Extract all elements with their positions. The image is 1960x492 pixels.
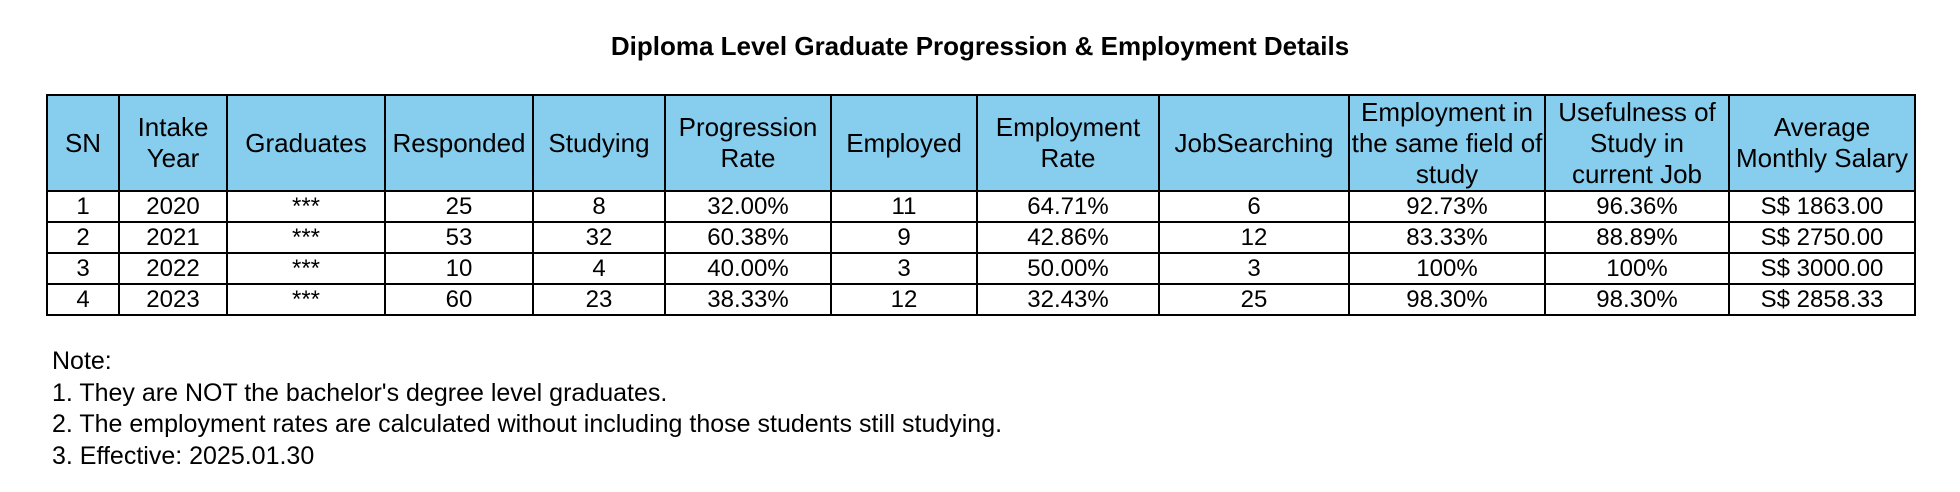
cell-average-monthly-salary: S$ 2750.00 (1729, 222, 1915, 253)
cell-sn: 2 (47, 222, 119, 253)
column-header-average-monthly-salary: Average Monthly Salary (1729, 95, 1915, 191)
cell-usefulness-of-study: 100% (1545, 253, 1729, 284)
cell-employed: 12 (831, 284, 977, 315)
cell-employed: 11 (831, 191, 977, 222)
cell-job-searching: 12 (1159, 222, 1349, 253)
cell-graduates: *** (227, 191, 385, 222)
cell-sn: 4 (47, 284, 119, 315)
cell-intake-year: 2021 (119, 222, 227, 253)
cell-usefulness-of-study: 88.89% (1545, 222, 1729, 253)
cell-responded: 10 (385, 253, 533, 284)
column-header-graduates: Graduates (227, 95, 385, 191)
cell-usefulness-of-study: 96.36% (1545, 191, 1729, 222)
notes-heading: Note: (52, 347, 112, 375)
cell-employment-rate: 32.43% (977, 284, 1159, 315)
cell-employment-same-field: 92.73% (1349, 191, 1545, 222)
page-title: Diploma Level Graduate Progression & Employment Details (610, 31, 1350, 61)
cell-employment-rate: 64.71% (977, 191, 1159, 222)
cell-employed: 3 (831, 253, 977, 284)
cell-responded: 53 (385, 222, 533, 253)
cell-employed: 9 (831, 222, 977, 253)
cell-studying: 32 (533, 222, 665, 253)
note-item: 2. The employment rates are calculated without including those students still studying. (52, 410, 1003, 438)
cell-graduates: *** (227, 253, 385, 284)
table-row (47, 284, 1915, 315)
note-item: 3. Effective: 2025.01.30 (52, 441, 315, 470)
cell-employment-same-field: 100% (1349, 253, 1545, 284)
table-row (47, 253, 1915, 284)
cell-intake-year: 2020 (119, 191, 227, 222)
cell-intake-year: 2022 (119, 253, 227, 284)
cell-average-monthly-salary: S$ 1863.00 (1729, 191, 1915, 222)
cell-employment-same-field: 98.30% (1349, 284, 1545, 315)
cell-graduates: *** (227, 284, 385, 315)
notes-section (52, 346, 1002, 472)
column-header-usefulness-of-study: Usefulness of Study in current Job (1545, 95, 1729, 191)
cell-employment-rate: 42.86% (977, 222, 1159, 253)
cell-job-searching: 6 (1159, 191, 1349, 222)
cell-progression-rate: 32.00% (665, 191, 831, 222)
cell-employment-same-field: 83.33% (1349, 222, 1545, 253)
cell-progression-rate: 40.00% (665, 253, 831, 284)
table-header-row (47, 95, 1915, 191)
column-header-employment-rate: Employment Rate (977, 95, 1159, 191)
cell-job-searching: 25 (1159, 284, 1349, 315)
note-item: 1. They are NOT the bachelor's degree level graduates. (52, 378, 668, 407)
cell-studying: 8 (533, 191, 665, 222)
cell-average-monthly-salary: S$ 3000.00 (1729, 253, 1915, 284)
graduate-details-table (46, 94, 1916, 316)
column-header-employed: Employed (831, 95, 977, 191)
cell-intake-year: 2023 (119, 284, 227, 315)
column-header-responded: Responded (385, 95, 533, 191)
cell-employment-rate: 50.00% (977, 253, 1159, 284)
column-header-job-searching: JobSearching (1159, 95, 1349, 191)
table-row (47, 222, 1915, 253)
cell-progression-rate: 60.38% (665, 222, 831, 253)
cell-average-monthly-salary: S$ 2858.33 (1729, 284, 1915, 315)
cell-responded: 25 (385, 191, 533, 222)
cell-progression-rate: 38.33% (665, 284, 831, 315)
cell-graduates: *** (227, 222, 385, 253)
cell-studying: 4 (533, 253, 665, 284)
cell-usefulness-of-study: 98.30% (1545, 284, 1729, 315)
column-header-progression-rate: Progression Rate (665, 95, 831, 191)
cell-job-searching: 3 (1159, 253, 1349, 284)
column-header-employment-same-field: Employment in the same field of study (1349, 95, 1545, 191)
column-header-intake-year: Intake Year (119, 95, 227, 191)
cell-responded: 60 (385, 284, 533, 315)
cell-sn: 3 (47, 253, 119, 284)
cell-sn: 1 (47, 191, 119, 222)
column-header-studying: Studying (533, 95, 665, 191)
table-row (47, 191, 1915, 222)
column-header-sn: SN (47, 95, 119, 191)
cell-studying: 23 (533, 284, 665, 315)
